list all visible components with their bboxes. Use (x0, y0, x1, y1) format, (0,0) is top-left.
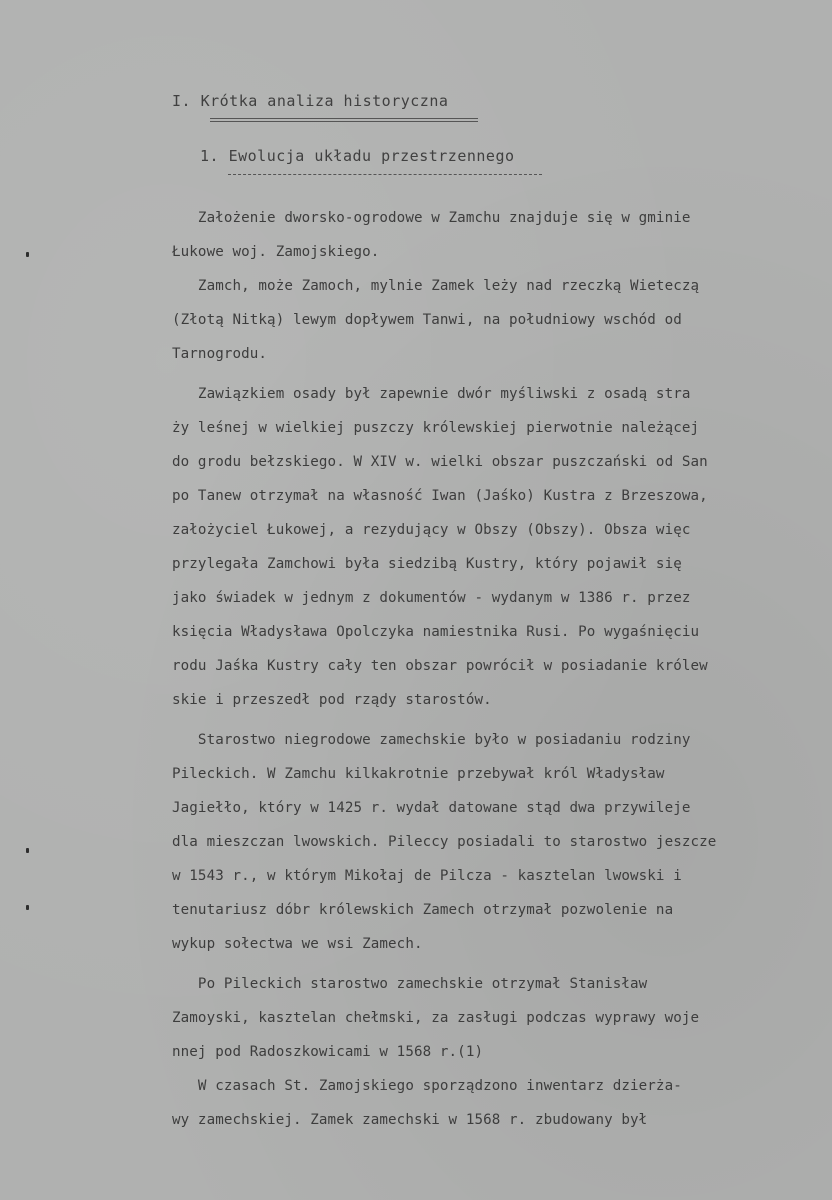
text-line: księcia Władysława Opolczyka namiestnika Rusi. Po wygaśnięciu (172, 624, 700, 640)
text-line: Łukowe woj. Zamojskiego. (172, 244, 380, 260)
margin-mark (26, 848, 29, 853)
text-line: jako świadek w jednym z dokumentów - wydanym w 1386 r. przez (172, 590, 691, 606)
text-line: Starostwo niegrodowe zamechskie było w posiadaniu rodziny (172, 732, 691, 748)
section-heading: I. Krótka analiza historyczna (172, 92, 449, 110)
text-line: nnej pod Radoszkowicami w 1568 r.(1) (172, 1044, 484, 1060)
text-line: założyciel Łukowej, a rezydujący w Obszy (Obszy). Obsza więc (172, 522, 691, 538)
text-line: skie i przeszedł pod rządy starostów. (172, 692, 492, 708)
text-line: w 1543 r., w którym Mikołaj de Pilcza - kasztelan lwowski i (172, 868, 682, 884)
text-line: przylegała Zamchowi była siedzibą Kustry, który pojawił się (172, 556, 682, 572)
text-line: ży leśnej w wielkiej puszczy królewskiej pierwotnie należącej (172, 420, 700, 436)
text-line: Tarnogrodu. (172, 346, 268, 362)
section-heading-underline (210, 118, 478, 122)
text-line: tenutariusz dóbr królewskich Zamech otrzymał pozwolenie na (172, 902, 674, 918)
text-line: Pileckich. W Zamchu kilkakrotnie przebywał król Władysław (172, 766, 665, 782)
text-line: dla mieszczan lwowskich. Pileccy posiadali to starostwo jeszcze (172, 834, 717, 850)
margin-mark (26, 252, 29, 257)
text-line: Zamch, może Zamoch, mylnie Zamek leży nad rzeczką Wieteczą (172, 278, 700, 294)
text-line: W czasach St. Zamojskiego sporządzono inwentarz dzierża- (172, 1078, 682, 1094)
text-line: (Złotą Nitką) lewym dopływem Tanwi, na południowy wschód od (172, 312, 682, 328)
text-line: Po Pileckich starostwo zamechskie otrzymał Stanisław (172, 976, 648, 992)
margin-mark (26, 905, 29, 910)
text-line: Założenie dworsko-ogrodowe w Zamchu znajduje się w gminie (172, 210, 691, 226)
text-line: rodu Jaśka Kustry cały ten obszar powrócił w posiadanie królew (172, 658, 708, 674)
text-line: wy zamechskiej. Zamek zamechski w 1568 r. zbudowany był (172, 1112, 648, 1128)
text-line: do grodu bełzskiego. W XIV w. wielki obszar puszczański od San (172, 454, 708, 470)
text-line: wykup sołectwa we wsi Zamech. (172, 936, 423, 952)
text-line: Jagiełło, który w 1425 r. wydał datowane stąd dwa przywileje (172, 800, 691, 816)
text-line: po Tanew otrzymał na własność Iwan (Jaśko) Kustra z Brzeszowa, (172, 488, 708, 504)
text-line: Zamoyski, kasztelan chełmski, za zasługi podczas wyprawy woje (172, 1010, 700, 1026)
subsection-heading-underline (228, 174, 542, 175)
subsection-heading: 1. Ewolucja układu przestrzennego (200, 147, 515, 165)
text-line: Zawiązkiem osady był zapewnie dwór myśliwski z osadą stra (172, 386, 691, 402)
